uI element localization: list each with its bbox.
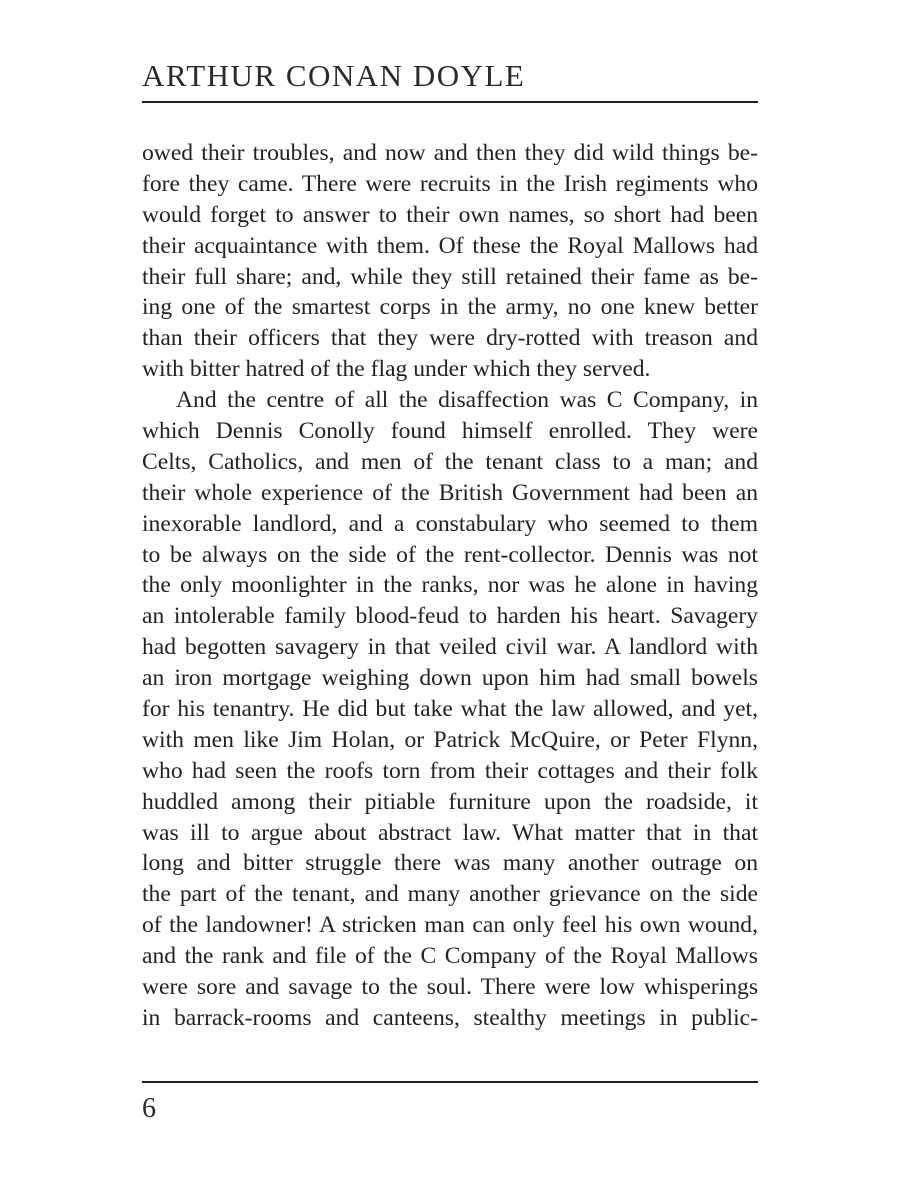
text-line: their full share; and, while they still retained their fame as be- xyxy=(142,263,758,290)
body-text xyxy=(142,138,758,1034)
text-line: and the rank and file of the C Company of the Royal Mallows xyxy=(142,943,758,970)
text-line: inexorable landlord, and a constabulary who seemed to them xyxy=(142,510,758,537)
text-line: Celts, Catholics, and men of the tenant class to a man; and xyxy=(142,448,758,475)
text-line: an iron mortgage weighing down upon him had small bowels xyxy=(142,665,758,692)
text-line: of the landowner! A stricken man can only feel his own wound, xyxy=(142,912,758,939)
text-line: who had seen the roofs torn from their cottages and their folk xyxy=(142,757,758,784)
footer-rule xyxy=(142,1081,758,1083)
text-line: long and bitter struggle there was many another outrage on xyxy=(142,850,758,877)
header-rule xyxy=(142,101,758,103)
text-line: was ill to argue about abstract law. What matter that in that xyxy=(142,819,758,846)
text-line: with men like Jim Holan, or Patrick McQuire, or Peter Flynn, xyxy=(142,726,758,753)
page-number: 6 xyxy=(142,1093,156,1124)
text-line: to be always on the side of the rent-collector. Dennis was not xyxy=(142,541,758,568)
text-line: huddled among their pitiable furniture upon the roadside, it xyxy=(142,788,758,815)
text-line: the part of the tenant, and many another grievance on the side xyxy=(142,881,758,908)
text-line: which Dennis Conolly found himself enrolled. They were xyxy=(142,418,758,445)
text-line: would forget to answer to their own names, so short had been xyxy=(142,201,758,228)
text-line: an intolerable family blood-feud to harden his heart. Savagery xyxy=(142,603,758,630)
text-line: fore they came. There were recruits in the Irish regiments who xyxy=(142,170,758,197)
text-line: ing one of the smartest corps in the army, no one knew better xyxy=(142,294,758,321)
text-line: with bitter hatred of the flag under which they served. xyxy=(142,356,651,383)
text-line: were sore and savage to the soul. There were low whisperings xyxy=(142,974,758,1001)
text-line: in barrack-rooms and canteens, stealthy meetings in public- xyxy=(142,1004,758,1031)
text-line: their acquaintance with them. Of these the Royal Mallows had xyxy=(142,232,758,259)
text-line: than their officers that they were dry-rotted with treason and xyxy=(142,325,758,352)
running-header: ARTHUR CONAN DOYLE xyxy=(142,58,526,93)
text-line: for his tenantry. He did but take what the law allowed, and yet, xyxy=(142,696,758,723)
text-line: And the centre of all the disaffection was C Company, in xyxy=(176,387,758,414)
text-line: their whole experience of the British Government had been an xyxy=(142,479,758,506)
text-line: the only moonlighter in the ranks, nor was he alone in having xyxy=(142,572,758,599)
text-line: owed their troubles, and now and then they did wild things be- xyxy=(142,140,758,166)
text-line: had begotten savagery in that veiled civil war. A landlord with xyxy=(142,634,758,661)
